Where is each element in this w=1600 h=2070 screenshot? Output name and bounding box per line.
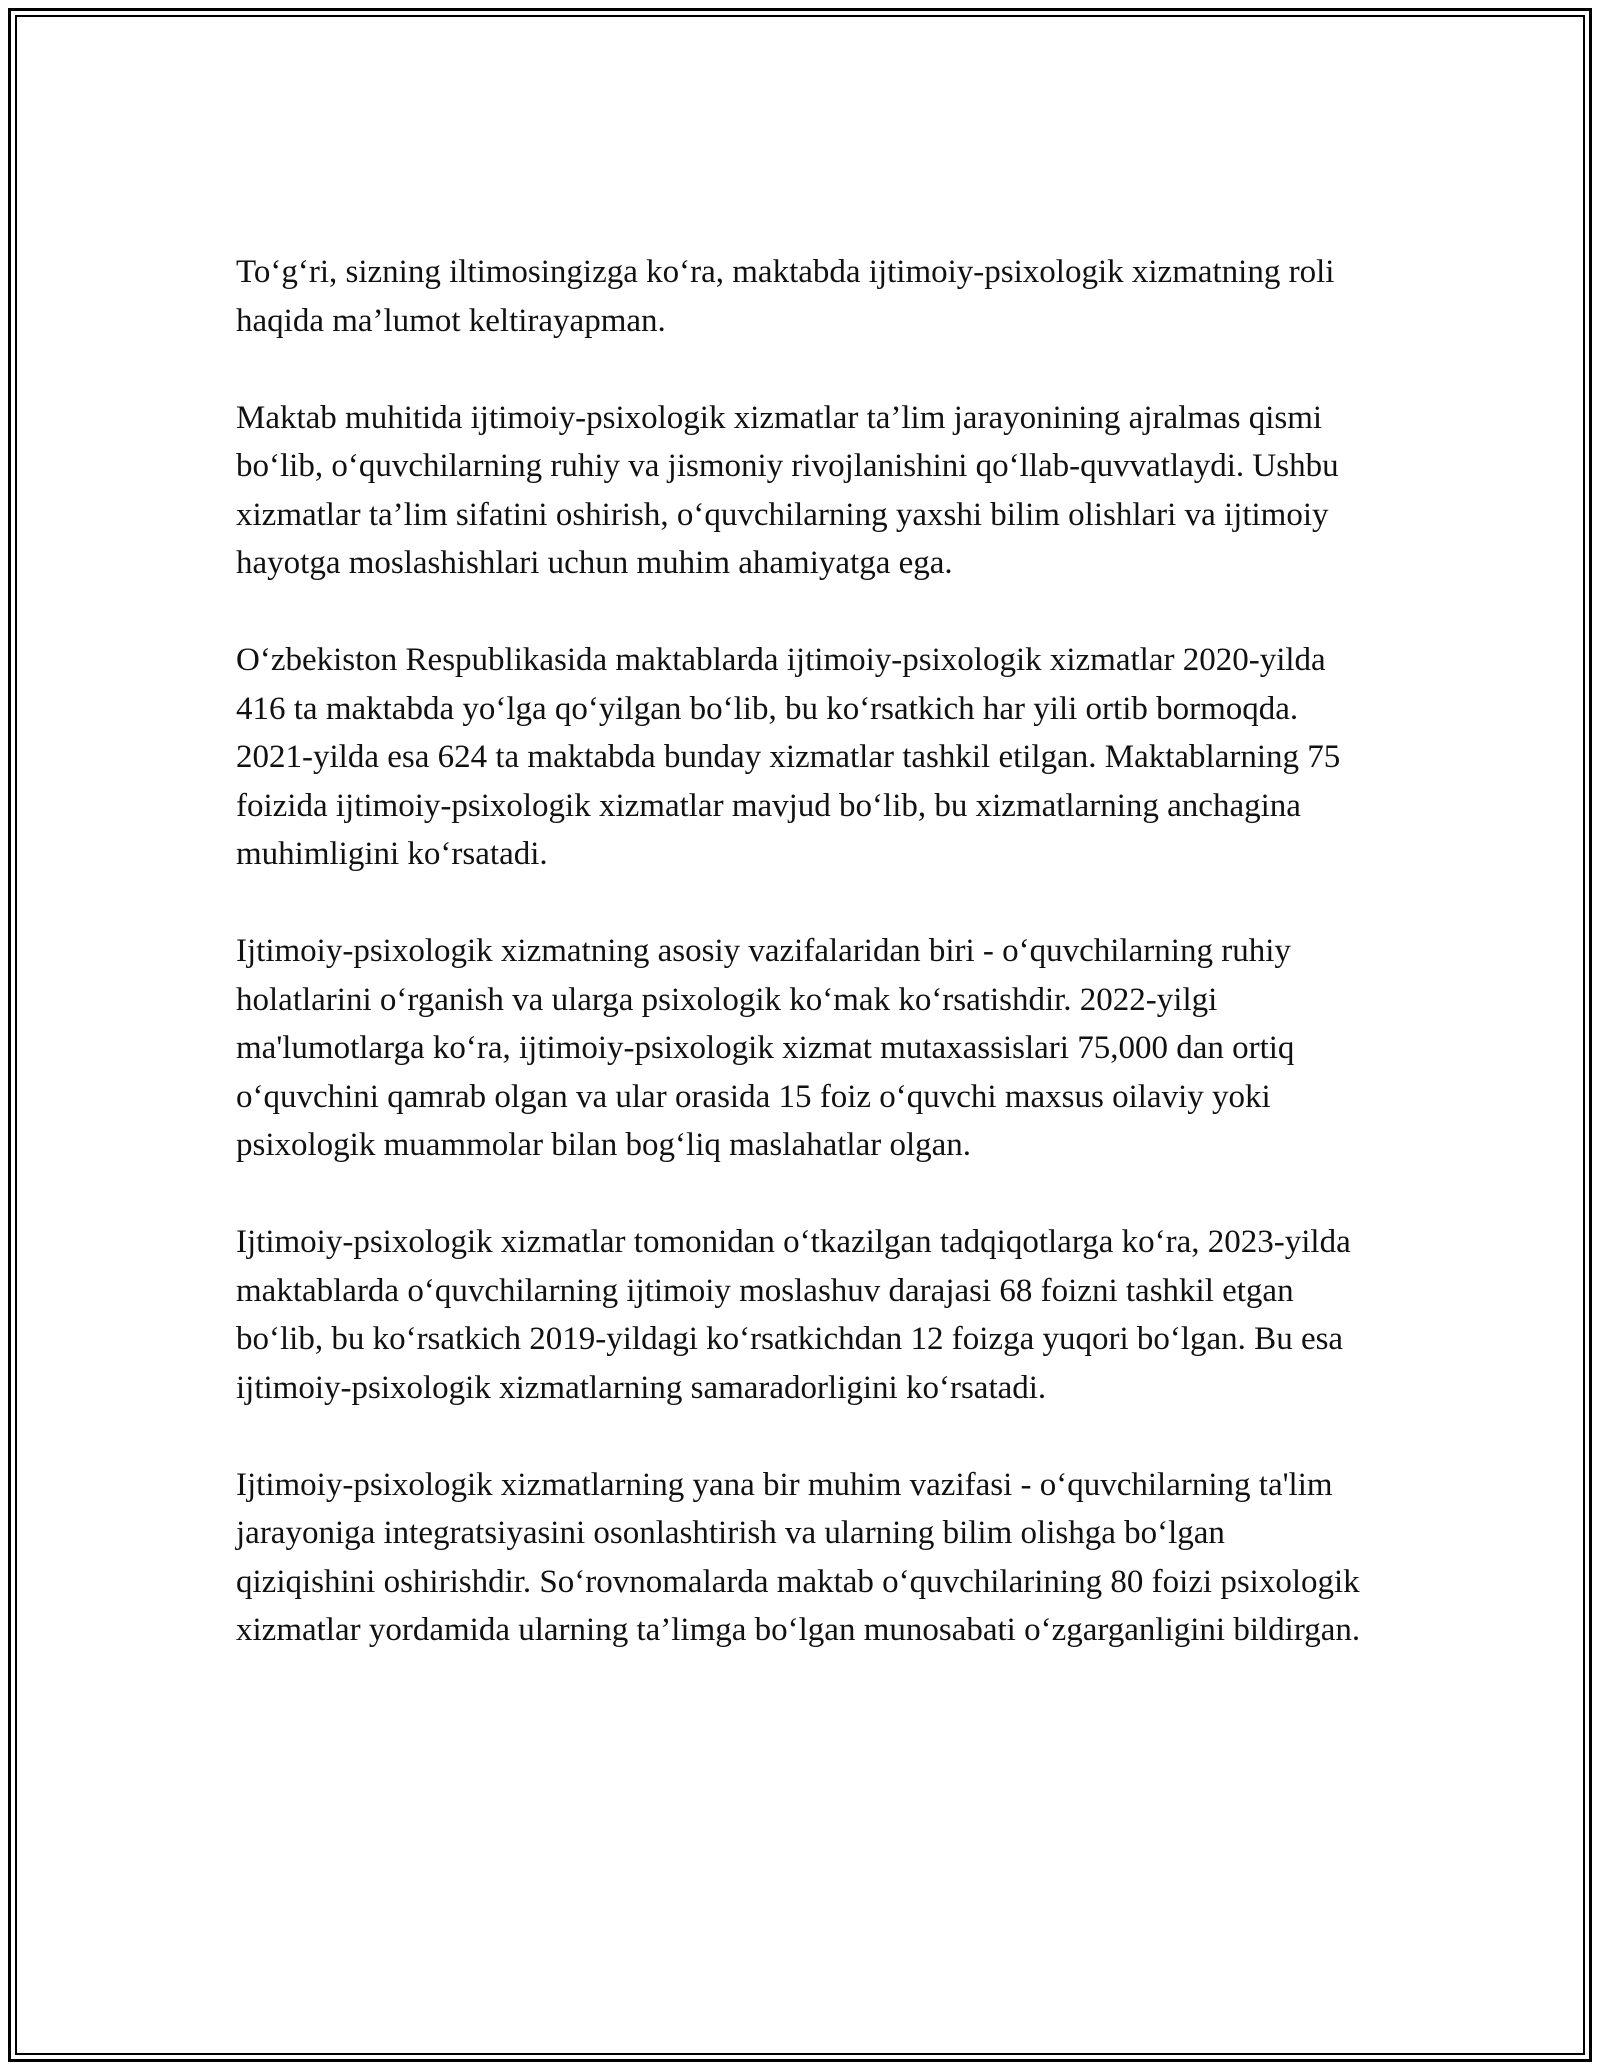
paragraph-integration: Ijtimoiy-psixologik xizmatlarning yana bir muhim vazifasi - o‘quvchilarning ta'lim jarayoniga integratsiyasini osonlashtirish va ularning bilim olishga bo‘lgan qiziqishini oshirishdir. So‘rovnomalarda maktab o‘quvchilarining 80 foizi psixologik xizmatlar yordamida ularning ta’limga bo‘lgan munosabati o‘zgarganligini bildirgan. xyxy=(236,1466,1361,1648)
paragraph-intro: To‘g‘ri, sizning iltimosingizga ko‘ra, maktabda ijtimoiy-psixologik xizmatning roli haqida ma’lumot keltirayapman. xyxy=(236,254,1335,339)
paragraph-main-tasks: Ijtimoiy-psixologik xizmatning asosiy vazifalaridan biri - o‘quvchilarning ruhiy holatlarini o‘rganish va ularga psixologik ko‘mak ko‘rsatishdir. 2022-yilgi ma'lumotlarga ko‘ra, ijtimoiy-psixologik xizmat mutaxassislari 75,000 dan ortiq o‘quvchini qamrab olgan va ular orasida 15 foiz o‘quvchi maxsus oilaviy yoki psixologik muammolar bilan bog‘liq maslahatlar olgan. xyxy=(236,933,1295,1163)
paragraph-uzbekistan-statistics: O‘zbekiston Respublikasida maktablarda ijtimoiy-psixologik xizmatlar 2020-yilda 416 ta maktabda yo‘lga qo‘yilgan bo‘lib, bu ko‘rsatkich har yili ortib bormoqda. 2021-yilda esa 624 ta maktabda bunday xizmatlar tashkil etilgan. Maktablarning 75 foizida ijtimoiy-psixologik xizmatlar mavjud bo‘lib, bu xizmatlarning anchagina muhimligini ko‘rsatadi. xyxy=(236,642,1341,872)
document-body xyxy=(236,248,1366,1703)
paragraph-school-environment: Maktab muhitida ijtimoiy-psixologik xizmatlar ta’lim jarayonining ajralmas qismi bo‘lib, o‘quvchilarning ruhiy va jismoniy rivojlanishini qo‘llab-quvvatlaydi. Ushbu xizmatlar ta’lim sifatini oshirish, o‘quvchilarning yaxshi bilim olishlari va ijtimoiy hayotga moslashishlari uchun muhim ahamiyatga ega. xyxy=(236,399,1339,581)
paragraph-research-results: Ijtimoiy-psixologik xizmatlar tomonidan o‘tkazilgan tadqiqotlarga ko‘ra, 2023-yilda maktablarda o‘quvchilarning ijtimoiy moslashuv darajasi 68 foizni tashkil etgan bo‘lib, bu ko‘rsatkich 2019-yildagi ko‘rsatkichdan 12 foizga yuqori bo‘lgan. Bu esa ijtimoiy-psixologik xizmatlarning samaradorligini ko‘rsatadi. xyxy=(236,1224,1351,1406)
